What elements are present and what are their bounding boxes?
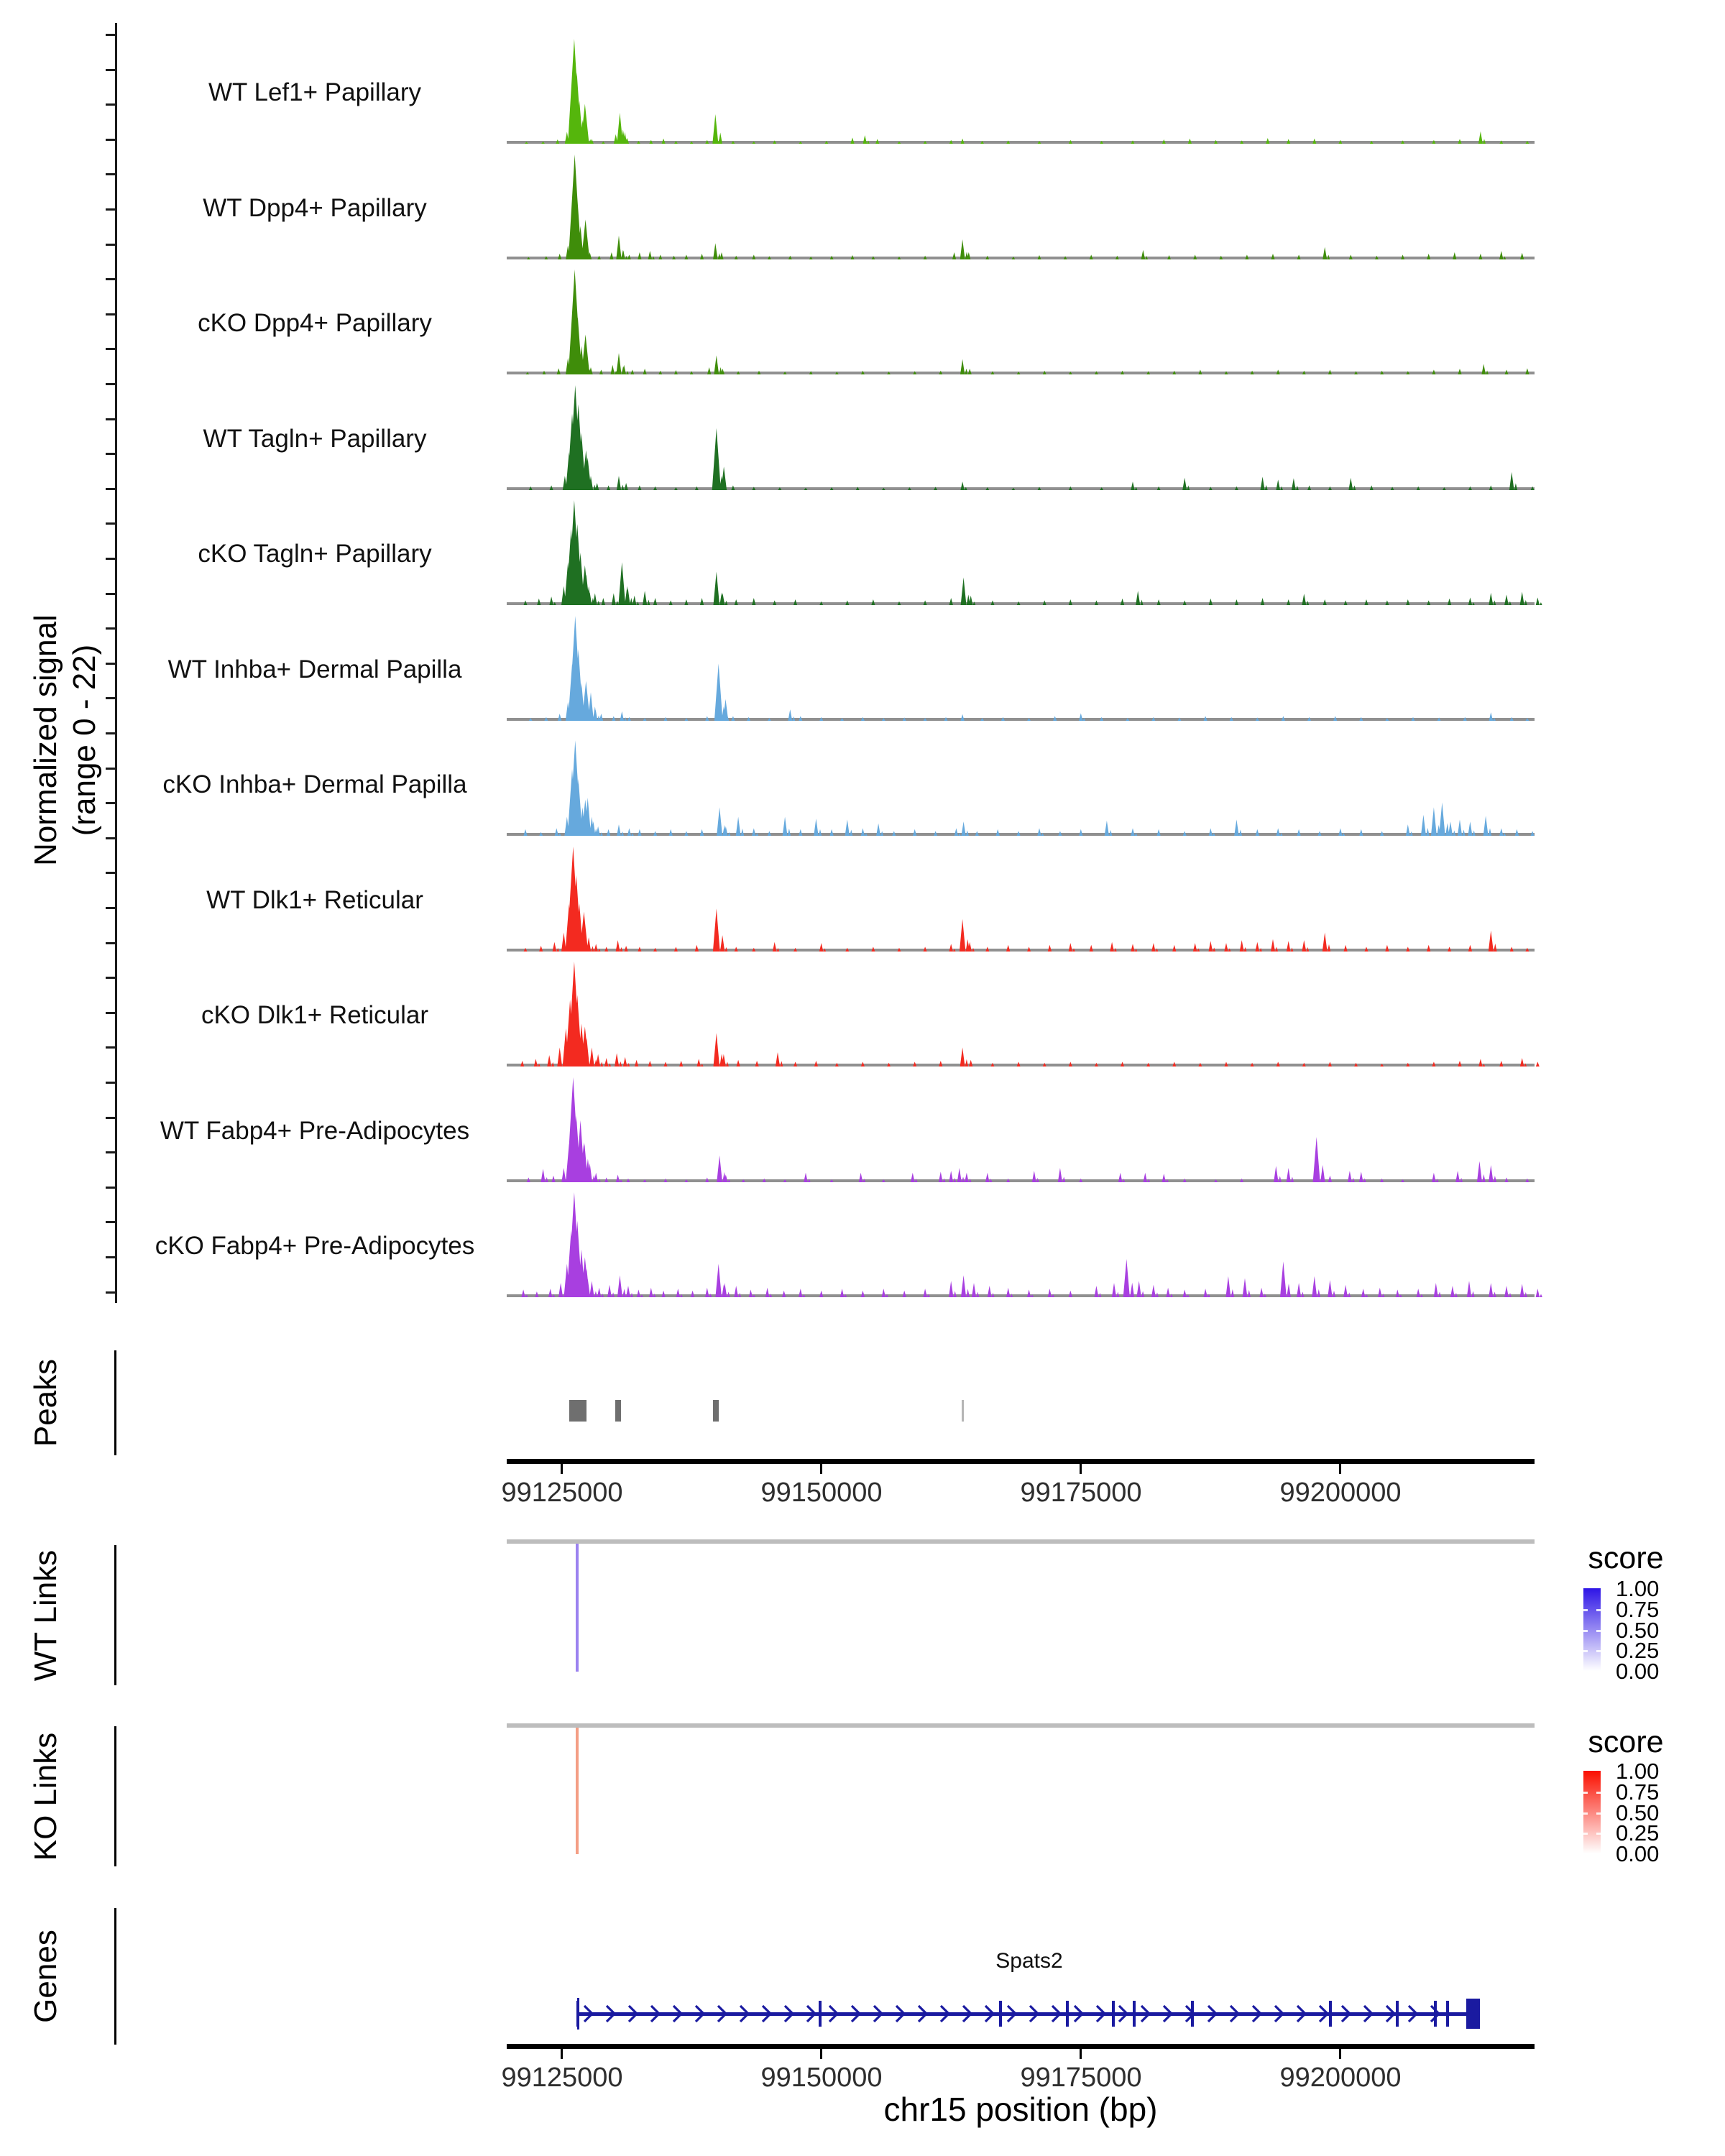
signal-y-tick (106, 663, 115, 665)
signal-y-tick (106, 977, 115, 979)
legend-label: 0.75 (1616, 1779, 1660, 1805)
signal-y-tick (106, 69, 115, 71)
axis-tick-label: 99200000 (1279, 1478, 1402, 1508)
coverage-signal-path (520, 962, 1540, 1067)
signal-y-tick (106, 139, 115, 141)
links-reference-line (507, 1723, 1535, 1728)
gene-strand-arrows (578, 2004, 1466, 2024)
peak-interval (713, 1400, 719, 1422)
legend-notch (1583, 1812, 1588, 1815)
signal-y-tick (106, 1012, 115, 1014)
coverage-signal-path (526, 270, 1530, 374)
signal-y-tick (106, 383, 115, 385)
signal-y-tick (106, 1046, 115, 1049)
legend-notch (1583, 1792, 1588, 1794)
y-axis-label (27, 614, 104, 866)
signal-y-tick (106, 768, 115, 770)
peak-interval (569, 1400, 586, 1422)
axis-tick-label: 99150000 (760, 2063, 883, 2093)
coverage-signal-svg (507, 959, 1535, 1067)
coverage-signal-svg (507, 728, 1535, 836)
legend-notch (1596, 1609, 1601, 1611)
coverage-signal-svg (507, 844, 1535, 952)
track-label: cKO Fabp4+ Pre-Adipocytes (155, 1232, 475, 1260)
signal-y-tick (106, 313, 115, 315)
signal-y-tick (106, 732, 115, 734)
coverage-signal-path (524, 847, 1530, 952)
signal-y-tick (106, 1082, 115, 1084)
signal-y-tick (106, 278, 115, 280)
link-line (576, 1544, 579, 1672)
signal-y-tick (106, 34, 115, 36)
axis-tick-label: 99175000 (1020, 2063, 1142, 2093)
signal-y-tick (106, 1221, 115, 1223)
legend-label: 0.00 (1616, 1841, 1660, 1866)
signal-y-spine (115, 23, 117, 1303)
coverage-signal-svg (507, 152, 1535, 259)
coverage-signal-path (527, 1077, 1530, 1182)
coverage-signal-svg (507, 267, 1535, 374)
ko-score-legend-title: score (1588, 1725, 1664, 1759)
axis-line (507, 1459, 1535, 1464)
peaks-bracket (114, 1350, 116, 1455)
signal-y-tick (106, 872, 115, 874)
legend-notch (1596, 1650, 1601, 1652)
legend-label: 1.00 (1616, 1759, 1660, 1784)
coverage-signal-path (525, 39, 1529, 144)
coverage-signal-path (524, 500, 1542, 605)
legend-label: 0.50 (1616, 1618, 1660, 1643)
track-label: cKO Dpp4+ Papillary (198, 309, 432, 337)
legend-notch (1596, 1630, 1601, 1632)
axis-tick (820, 2049, 822, 2059)
axis-tick (820, 1464, 822, 1474)
signal-y-tick (106, 453, 115, 455)
signal-y-tick (106, 627, 115, 630)
coverage-signal-path (521, 1192, 1542, 1297)
signal-y-tick (106, 593, 115, 595)
axis-tick-label: 99150000 (760, 1478, 883, 1508)
legend-notch (1596, 1833, 1601, 1835)
signal-y-tick (106, 907, 115, 909)
ko-links-section-label: KO Links (28, 1732, 63, 1861)
axis-tick (1080, 2049, 1082, 2059)
coverage-signal-path (529, 616, 1530, 721)
legend-label: 0.00 (1616, 1659, 1660, 1684)
axis-tick-label: 99125000 (501, 2063, 623, 2093)
legend-notch (1583, 1609, 1588, 1611)
track-label: WT Lef1+ Papillary (208, 78, 421, 106)
axis-tick-label: 99125000 (501, 1478, 623, 1508)
axis-line (507, 2044, 1535, 2049)
signal-y-tick (106, 522, 115, 525)
signal-y-tick (106, 348, 115, 350)
genes-section-label: Genes (28, 1930, 63, 2023)
ko-links-bracket (114, 1726, 116, 1866)
axis-tick (561, 2049, 563, 2059)
legend-label: 0.25 (1616, 1638, 1660, 1663)
legend-notch (1583, 1650, 1588, 1652)
axis-tick (1080, 1464, 1082, 1474)
track-label: WT Dpp4+ Papillary (203, 194, 427, 222)
axis-tick (561, 1464, 563, 1474)
signal-y-tick (106, 418, 115, 420)
gene-strand-arrow-path (584, 2006, 1439, 2022)
axis-tick (1339, 1464, 1341, 1474)
coverage-signal-svg (507, 613, 1535, 721)
signal-y-tick (106, 697, 115, 699)
gene-end-exon-block (1466, 1999, 1480, 2029)
signal-y-tick (106, 558, 115, 560)
signal-y-tick (106, 1151, 115, 1153)
wt-links-section-label: WT Links (28, 1549, 63, 1682)
signal-y-tick (106, 837, 115, 839)
links-reference-line (507, 1539, 1535, 1544)
peak-interval (615, 1400, 621, 1422)
genes-bracket (114, 1908, 116, 2045)
y-axis-label-line1: Normalized signal (28, 614, 63, 866)
coverage-signal-svg (507, 36, 1535, 144)
peaks-section-label: Peaks (28, 1358, 63, 1447)
legend-label: 0.75 (1616, 1597, 1660, 1622)
gene-name-spats2: Spats2 (995, 1949, 1063, 1973)
signal-y-tick (106, 103, 115, 106)
signal-y-tick (106, 173, 115, 175)
legend-notch (1583, 1630, 1588, 1632)
track-label: WT Fabp4+ Pre-Adipocytes (160, 1117, 470, 1145)
legend-notch (1596, 1792, 1601, 1794)
signal-y-tick (106, 1291, 115, 1294)
x-axis-title: chr15 position (bp) (883, 2091, 1158, 2128)
axis-tick-label: 99175000 (1020, 1478, 1142, 1508)
y-axis-label-line2: (range 0 - 22) (67, 644, 102, 837)
signal-y-tick (106, 802, 115, 804)
legend-label: 1.00 (1616, 1576, 1660, 1601)
signal-y-tick (106, 1117, 115, 1119)
signal-y-tick (106, 244, 115, 246)
legend-notch (1583, 1833, 1588, 1835)
coverage-signal-path (529, 385, 1535, 490)
signal-y-tick (106, 488, 115, 490)
axis-tick (1339, 2049, 1341, 2059)
signal-y-tick (106, 942, 115, 944)
track-label: cKO Tagln+ Papillary (198, 540, 432, 568)
signal-y-tick (106, 1187, 115, 1189)
track-label: WT Inhba+ Dermal Papilla (167, 655, 462, 683)
track-label: cKO Inhba+ Dermal Papilla (162, 770, 467, 798)
legend-notch (1596, 1812, 1601, 1815)
wt-links-bracket (114, 1545, 116, 1685)
peak-interval (962, 1400, 964, 1422)
legend-label: 0.25 (1616, 1820, 1660, 1846)
signal-y-tick (106, 1256, 115, 1258)
coverage-signal-svg (507, 382, 1535, 490)
track-label: cKO Dlk1+ Reticular (201, 1001, 429, 1029)
track-label: WT Tagln+ Papillary (203, 425, 427, 453)
legend-label: 0.50 (1616, 1800, 1660, 1825)
track-label: WT Dlk1+ Reticular (206, 886, 423, 914)
coverage-signal-svg (507, 497, 1535, 605)
coverage-signal-svg (507, 1074, 1535, 1182)
coverage-signal-path (527, 155, 1524, 259)
axis-tick-label: 99200000 (1279, 2063, 1402, 2093)
coverage-signal-svg (507, 1189, 1535, 1297)
signal-y-tick (106, 208, 115, 211)
wt-score-legend-title: score (1588, 1541, 1664, 1575)
coverage-signal-path (523, 740, 1534, 836)
link-line (576, 1728, 579, 1854)
